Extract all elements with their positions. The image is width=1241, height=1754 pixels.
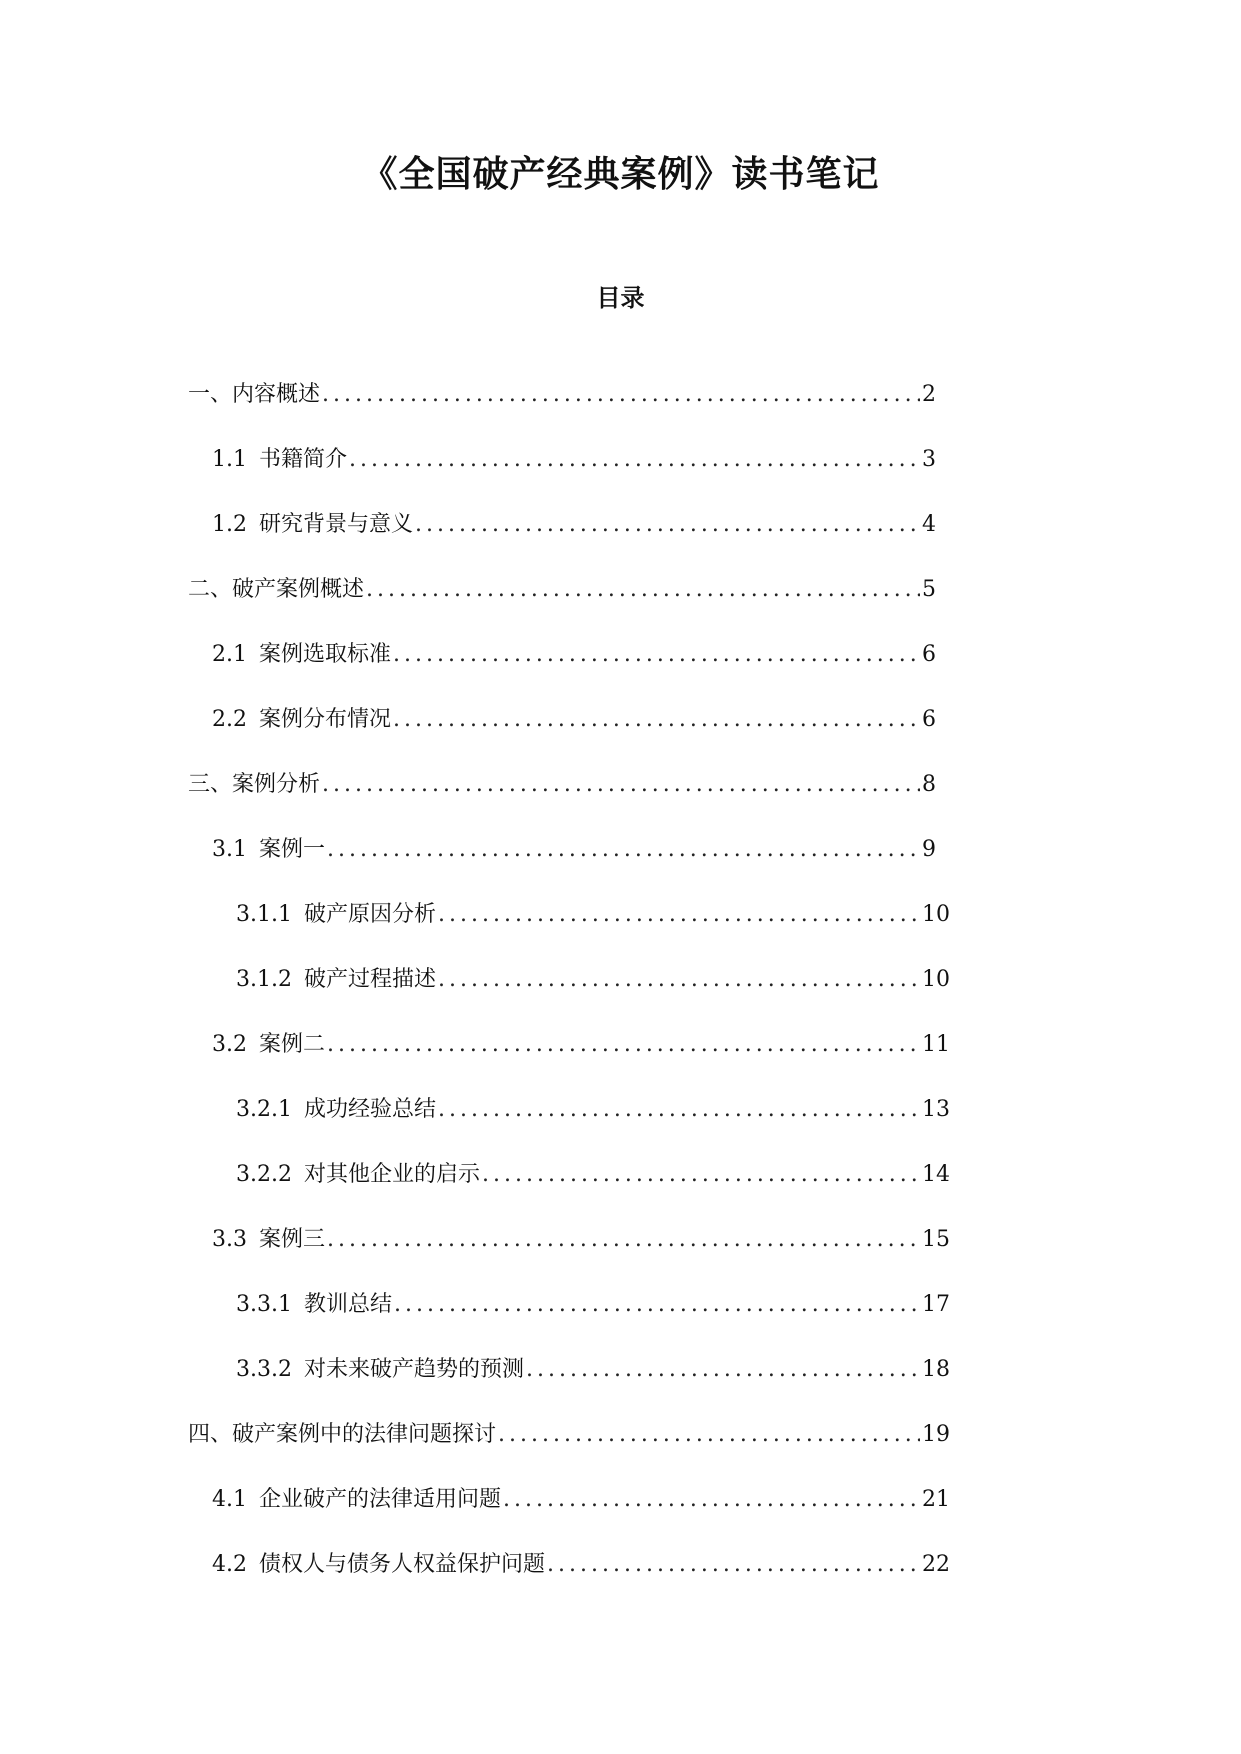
toc-dot-leader [327,1225,920,1255]
toc-entry-title: 案例选取标准 [259,642,392,667]
toc-entry-page-number: 3 [922,447,936,472]
toc-entry-title: 成功经验总结 [303,1097,436,1122]
toc-entry[interactable] [236,1355,950,1420]
toc-entry-number: 3.1 [212,837,247,862]
toc-dot-leader [415,510,920,540]
toc-entry-page-number: 13 [922,1097,950,1122]
toc-entry-page-number: 9 [922,837,936,862]
toc-entry[interactable] [188,575,936,640]
toc-dot-leader [482,1160,920,1190]
toc-entry[interactable] [188,380,936,445]
toc-entry-page-number: 11 [922,1032,950,1057]
toc-entry-page-number: 17 [922,1292,950,1317]
toc-entry-page-number: 2 [922,382,936,407]
toc-entry[interactable] [212,445,936,510]
toc-entry-page-number: 22 [922,1552,950,1577]
toc-entry-number: 3.3.1 [236,1292,292,1317]
toc-entry-title: 三、案例分析 [188,772,321,797]
toc-dot-leader [526,1355,920,1385]
document-title: 《全国破产经典案例》读书笔记 [361,154,880,195]
toc-entry-title: 一、内容概述 [188,382,321,407]
toc-entry[interactable] [212,510,936,575]
toc-entry-number: 4.1 [212,1487,247,1512]
toc-entry-page-number: 10 [922,967,950,992]
toc-entry[interactable] [212,705,936,770]
toc-dot-leader [366,575,920,605]
toc-entry-title: 对未来破产趋势的预测 [303,1357,524,1382]
toc-entry-page-number: 6 [922,642,936,667]
toc-entry-number: 3.3 [212,1227,247,1252]
toc-dot-leader [498,1420,920,1450]
toc-dot-leader [322,380,920,410]
toc-dot-leader [438,900,920,930]
toc-entry-title: 二、破产案例概述 [188,577,365,602]
toc-entry-title: 四、破产案例中的法律问题探讨 [188,1422,497,1447]
toc-dot-leader [547,1550,920,1580]
toc-dot-leader [349,445,920,475]
toc-entry[interactable] [236,900,950,965]
toc-entry-title: 研究背景与意义 [259,512,414,537]
toc-dot-leader [327,1030,920,1060]
toc-dot-leader [394,1290,920,1320]
toc-entry[interactable] [236,1160,950,1225]
toc-dot-leader [327,835,920,865]
toc-entry[interactable] [236,1290,950,1355]
table-of-contents [0,380,1241,1615]
toc-entry-title: 破产过程描述 [303,967,436,992]
toc-entry-number: 3.2.1 [236,1097,292,1122]
toc-entry-page-number: 6 [922,707,936,732]
toc-entry[interactable] [212,1485,950,1550]
toc-entry-page-number: 18 [922,1357,950,1382]
toc-entry-title: 对其他企业的启示 [303,1162,480,1187]
toc-entry-title: 教训总结 [303,1292,392,1317]
toc-entry-number: 3.1.2 [236,967,292,992]
toc-entry-title: 案例三 [259,1227,326,1252]
toc-entry-number: 3.1.1 [236,902,292,927]
toc-entry-number: 1.1 [212,447,247,472]
toc-dot-leader [438,965,920,995]
toc-entry-number: 2.1 [212,642,247,667]
toc-entry-number: 4.2 [212,1552,247,1577]
toc-entry-page-number: 19 [922,1422,950,1447]
toc-entry-number: 1.2 [212,512,247,537]
toc-entry-number: 3.2.2 [236,1162,292,1187]
toc-entry-title: 书籍简介 [259,447,348,472]
toc-entry-title: 企业破产的法律适用问题 [259,1487,502,1512]
toc-entry[interactable] [212,640,936,705]
toc-entry[interactable] [212,835,936,900]
toc-heading: 目录 [596,284,645,312]
toc-entry-page-number: 8 [922,772,936,797]
toc-entry-number: 3.2 [212,1032,247,1057]
toc-entry-title: 案例一 [259,837,326,862]
toc-entry-title: 债权人与债务人权益保护问题 [259,1552,546,1577]
toc-entry-title: 破产原因分析 [303,902,436,927]
toc-dot-leader [322,770,920,800]
toc-entry[interactable] [236,1095,950,1160]
toc-entry[interactable] [212,1225,950,1290]
toc-entry[interactable] [212,1030,950,1095]
toc-entry[interactable] [236,965,950,1030]
toc-entry[interactable] [212,1550,950,1615]
toc-entry[interactable] [188,1420,950,1485]
toc-entry-title: 案例分布情况 [259,707,392,732]
toc-entry-page-number: 21 [922,1487,950,1512]
toc-dot-leader [393,640,920,670]
toc-entry-page-number: 5 [922,577,936,602]
toc-dot-leader [503,1485,920,1515]
toc-dot-leader [438,1095,920,1125]
toc-entry-page-number: 10 [922,902,950,927]
toc-entry-page-number: 15 [922,1227,950,1252]
toc-entry-page-number: 4 [922,512,936,537]
toc-entry-number: 2.2 [212,707,247,732]
toc-entry-page-number: 14 [922,1162,950,1187]
toc-entry[interactable] [188,770,936,835]
toc-entry-title: 案例二 [259,1032,326,1057]
toc-dot-leader [393,705,920,735]
toc-entry-number: 3.3.2 [236,1357,292,1382]
